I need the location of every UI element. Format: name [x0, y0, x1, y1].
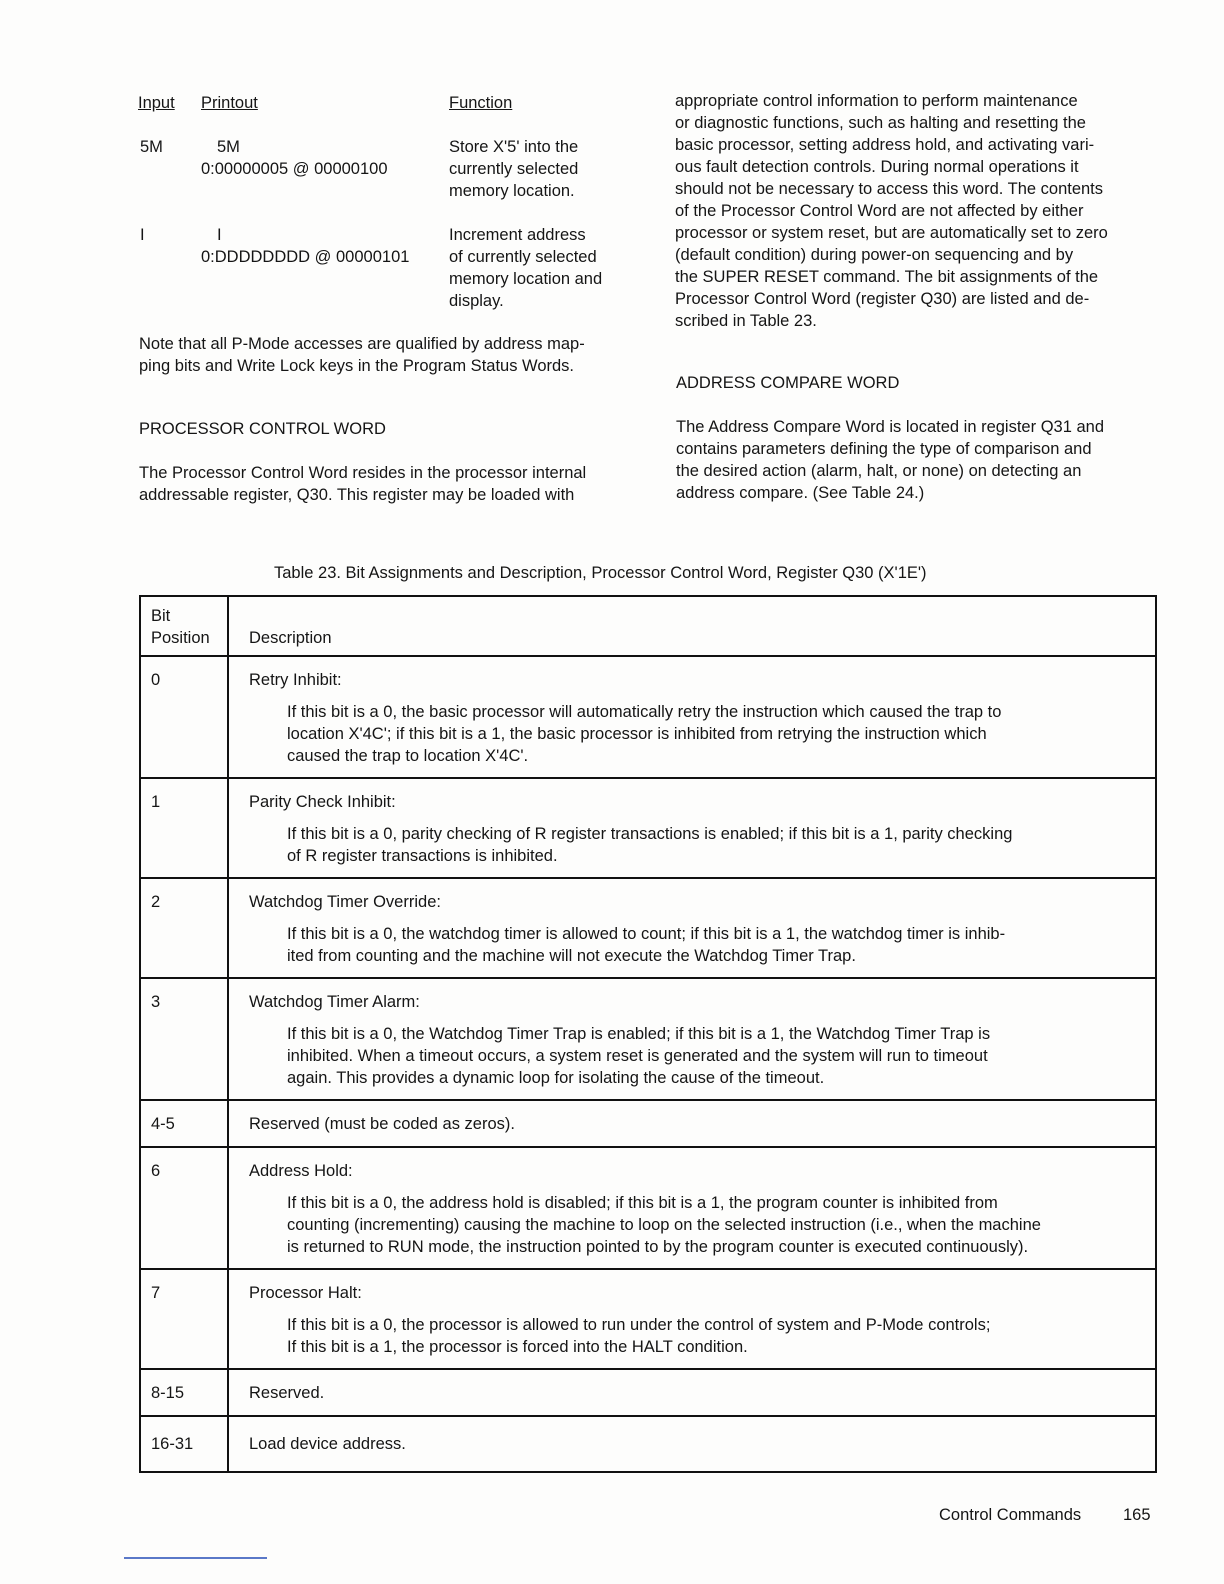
processor-control-continued: appropriate control information to perform maintenance or diagnostic functions, such as halting and resetting the basic processor, setting address hold, and activating vari- ous fault detection controls. During normal operations it should not be necessary to access this word. The contents of the Processor Control Word are not affected by either processor or system reset, but are automatically set to zero (default condition) during power-on sequencing and by the SUPER RESET command. The bit assignments of the Processor Control Word (register Q30) are listed and de- scribed in Table 23. — [675, 92, 1108, 330]
bit-description — [228, 656, 1156, 778]
table-row — [140, 1147, 1156, 1269]
field-body: If this bit is a 0, parity checking of R register transactions is enabled; if this bit is a 1, parity checking of R register transactions is inhibited. — [287, 825, 1013, 865]
table-row — [140, 656, 1156, 778]
header-description: Description — [228, 596, 1156, 656]
processor-control-heading: PROCESSOR CONTROL WORD — [139, 420, 386, 438]
field-title: Retry Inhibit: — [249, 671, 342, 689]
bit-description — [228, 1369, 1156, 1416]
io-header-function: Function — [449, 94, 513, 112]
io-row-function: Store X'5' into the currently selected memory location. — [449, 138, 579, 200]
bit-description — [228, 1147, 1156, 1269]
field-title: Parity Check Inhibit: — [249, 793, 396, 811]
address-compare-paragraph: The Address Compare Word is located in register Q31 and contains parameters defining the type of comparison and the desired action (alarm, halt, or none) on detecting an address compare. (See Table 24.) — [676, 418, 1104, 502]
address-compare-heading: ADDRESS COMPARE WORD — [676, 374, 900, 392]
table-row — [140, 978, 1156, 1100]
bit-description — [228, 1416, 1156, 1472]
io-header-input: Input — [138, 94, 175, 112]
bit-position: 0 — [140, 656, 228, 778]
table-row — [140, 1100, 1156, 1147]
table-row — [140, 1416, 1156, 1472]
bit-position: 7 — [140, 1269, 228, 1369]
field-title: Watchdog Timer Override: — [249, 893, 441, 911]
bit-position: 1 — [140, 778, 228, 878]
bit-description — [228, 878, 1156, 978]
bit-position: 4-5 — [140, 1100, 228, 1147]
io-row-printout: 5M 0:00000005 @ 00000100 — [201, 138, 388, 178]
io-row-input: 5M — [140, 138, 163, 156]
table-row — [140, 1369, 1156, 1416]
bit-description — [228, 778, 1156, 878]
field-title: Reserved (must be coded as zeros). — [249, 1115, 515, 1133]
io-row-function: Increment address of currently selected memory location and display. — [449, 226, 603, 310]
field-title: Watchdog Timer Alarm: — [249, 993, 420, 1011]
field-body: If this bit is a 0, the processor is allowed to run under the control of system and P-Mode controls; If this bit is a 1, the processor is forced into the HALT condition. — [287, 1316, 991, 1356]
field-body: If this bit is a 0, the basic processor will automatically retry the instruction which caused the trap to location X'4C'; if this bit is a 1, the basic processor is inhibited from retrying the instruction which caused the trap to location X'4C'. — [287, 703, 1002, 765]
io-row-input: I — [140, 226, 145, 244]
footer-divider — [124, 1557, 267, 1559]
field-title: Load device address. — [249, 1435, 406, 1453]
processor-control-paragraph: The Processor Control Word resides in the processor internal addressable register, Q30. This register may be loaded with — [139, 464, 587, 504]
header-bit-position: Bit Position — [140, 596, 228, 656]
field-title: Address Hold: — [249, 1162, 353, 1180]
table-caption: Table 23. Bit Assignments and Description, Processor Control Word, Register Q30 (X'1E') — [274, 564, 927, 582]
bit-description — [228, 1269, 1156, 1369]
table-row — [140, 1269, 1156, 1369]
table-header-row — [140, 596, 1156, 656]
io-row-printout: I 0:DDDDDDDD @ 00000101 — [201, 226, 410, 266]
page-number: 165 — [1123, 1506, 1151, 1524]
bit-description — [228, 1100, 1156, 1147]
io-header-printout: Printout — [201, 94, 258, 112]
field-body: If this bit is a 0, the Watchdog Timer Trap is enabled; if this bit is a 1, the Watchdog Timer Trap is inhibited. When a timeout occurs, a system reset is generated and the system will run to timeout again. This provides a dynamic loop for isolating the cause of the timeout. — [287, 1025, 991, 1087]
field-body: If this bit is a 0, the address hold is disabled; if this bit is a 1, the program counter is inhibited from counting (incrementing) causing the machine to loop on the selected instruction (i.e., when the machine is returned to RUN mode, the instruction pointed to by the program counter is executed continuously). — [287, 1194, 1041, 1256]
bit-position: 3 — [140, 978, 228, 1100]
footer-section-title: Control Commands — [939, 1506, 1082, 1524]
field-title: Reserved. — [249, 1384, 325, 1402]
note-paragraph: Note that all P-Mode accesses are qualified by address map- ping bits and Write Lock keys in the Program Status Words. — [139, 335, 585, 375]
field-body: If this bit is a 0, the watchdog timer is allowed to count; if this bit is a 1, the watchdog timer is inhib- ited from counting and the machine will not execute the Watchdog Timer Trap. — [287, 925, 1006, 965]
bit-position: 6 — [140, 1147, 228, 1269]
bit-assignment-table — [139, 595, 1157, 1473]
table-row — [140, 878, 1156, 978]
bit-position: 16-31 — [140, 1416, 228, 1472]
bit-position: 8-15 — [140, 1369, 228, 1416]
table-row — [140, 778, 1156, 878]
bit-description — [228, 978, 1156, 1100]
field-title: Processor Halt: — [249, 1284, 362, 1302]
bit-position: 2 — [140, 878, 228, 978]
